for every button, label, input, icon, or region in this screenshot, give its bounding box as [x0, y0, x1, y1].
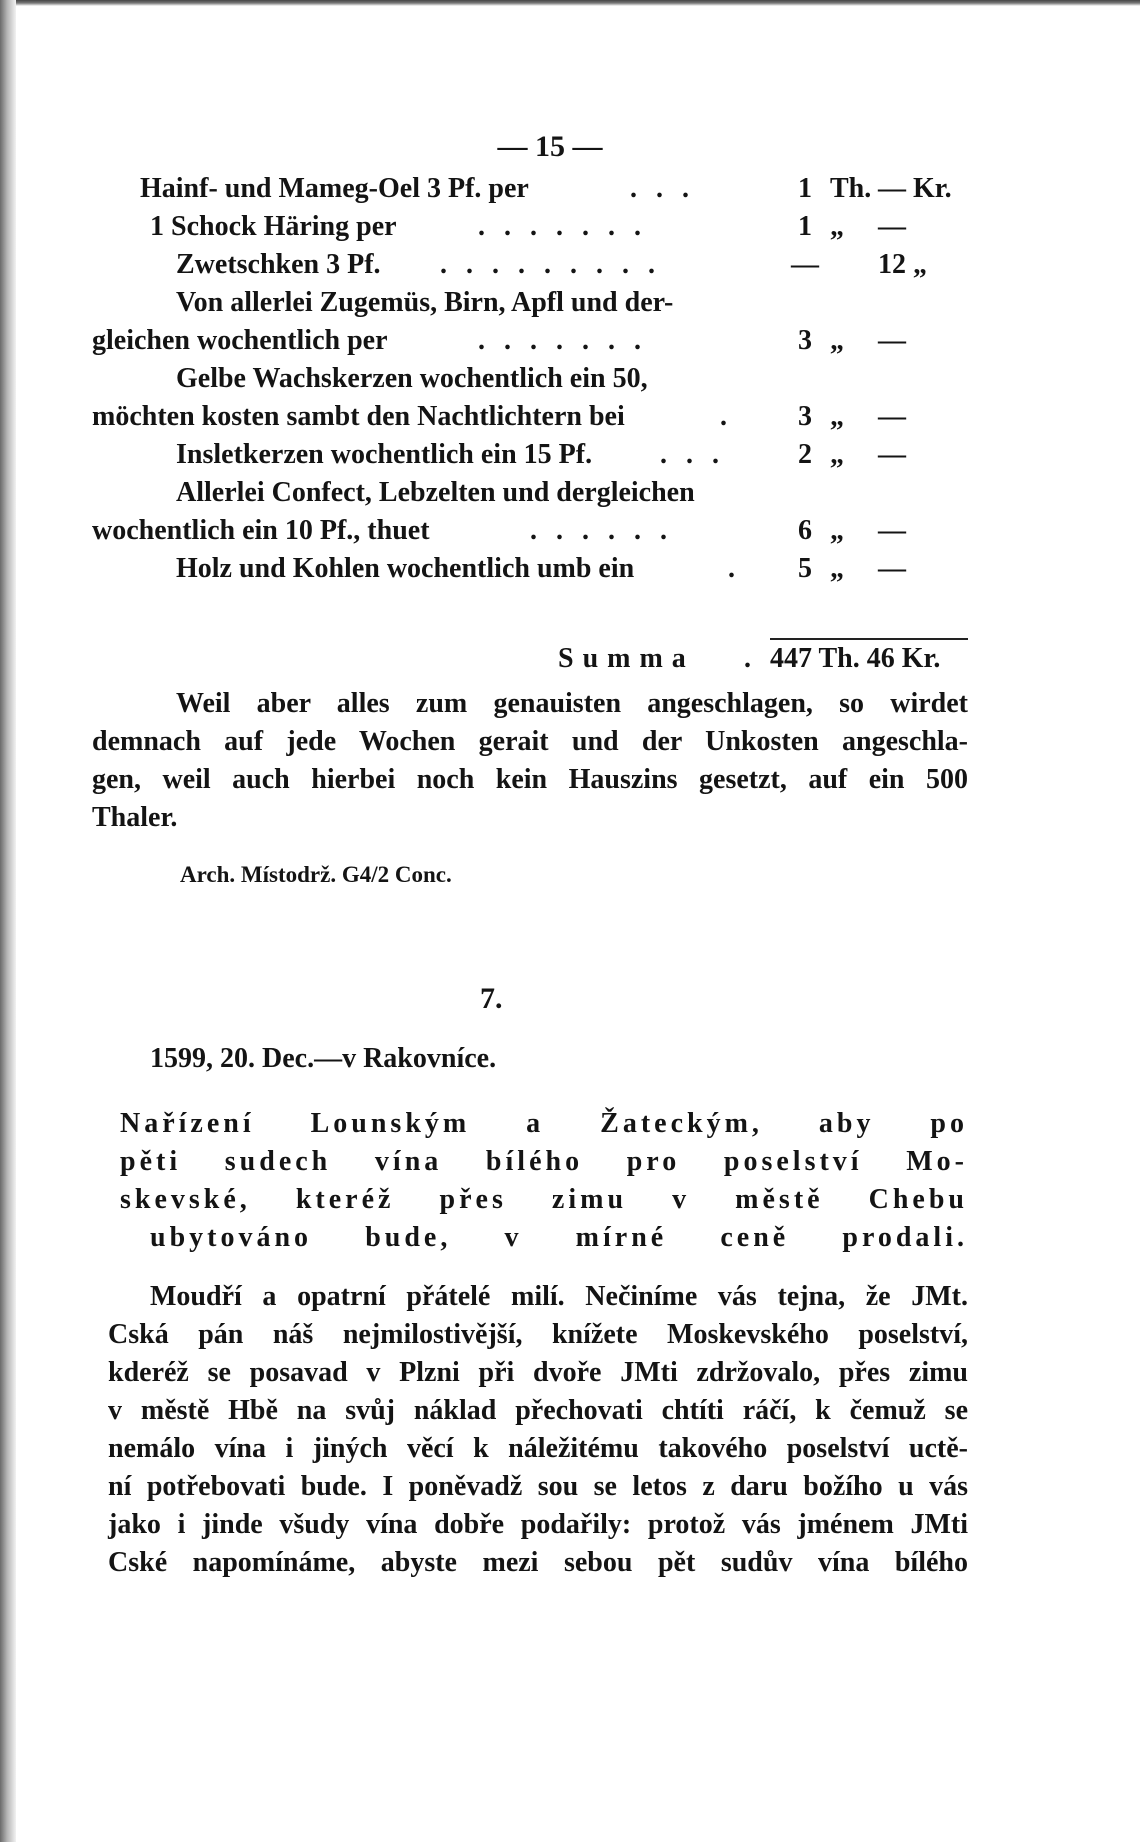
dateline: 1599, 20. Dec.—v Rakovníce. [150, 1043, 497, 1074]
ledger-item: Insletkerzen wochentlich ein 15 Pf. [176, 439, 593, 470]
ledger-kr: — [878, 401, 906, 432]
ledger-dots: . [720, 401, 733, 432]
ledger-row [0, 208, 1140, 246]
ledger-item: Allerlei Confect, Lebzelten und dergleichen [176, 477, 695, 508]
ledger-unit: „ [830, 211, 844, 242]
ledger-unit: „ [830, 515, 844, 546]
paragraph-line: v městě Hbě na svůj náklad přechovati chtíti ráčí, k čemuž se [108, 1395, 968, 1426]
ledger-item: Holz und Kohlen wochentlich umb ein [176, 553, 635, 584]
ledger-kr: — [878, 211, 906, 242]
ledger-dots: . . . . . . . [478, 325, 647, 356]
ledger-amount: 1 [798, 173, 812, 204]
ledger-amount: 6 [798, 515, 812, 546]
ledger-unit: „ [830, 439, 844, 470]
ledger-dots: . [728, 553, 741, 584]
ledger-kr: 12 „ [878, 249, 927, 280]
ledger-dots: . . . [660, 439, 725, 470]
paragraph-line: Cské napomínáme, abyste mezi sebou pět sudův vína bílého [108, 1547, 968, 1578]
page-number: — 15 — [497, 130, 603, 163]
ledger-dots: . . . [630, 173, 695, 204]
ledger-amount: 1 [798, 211, 812, 242]
ledger-unit: Th. [830, 173, 872, 204]
paragraph-line: Weil aber alles zum genauisten angeschlagen, so wirdet [176, 688, 968, 719]
ledger-row [0, 398, 1140, 436]
heading-line: Nařízení Lounským a Žateckým, aby po [120, 1108, 968, 1139]
ledger-unit: „ [830, 401, 844, 432]
paragraph-line: ní potřebovati bude. I poněvadž sou se letos z daru božího u vás [108, 1471, 968, 1502]
ledger-unit: „ [830, 553, 844, 584]
paragraph-line: gen, weil auch hierbei noch kein Hauszins gesetzt, auf ein 500 [92, 764, 968, 795]
ledger-row [0, 284, 1140, 322]
heading-line: skevské, kteréž přes zimu v městě Chebu [120, 1184, 968, 1215]
ledger-kr: — [878, 325, 906, 356]
ledger-row [0, 246, 1140, 284]
ledger-row [0, 550, 1140, 588]
ledger-row [0, 512, 1140, 550]
ledger-item: gleichen wochentlich per [92, 325, 388, 356]
ledger-dots: . . . . . . . . . [440, 249, 661, 280]
ledger-kr: — [878, 553, 906, 584]
ledger-item: 1 Schock Häring per [150, 211, 397, 242]
heading-line: ubytováno bude, v mírné ceně prodali. [150, 1222, 968, 1253]
ledger-amount: 3 [798, 401, 812, 432]
ledger-row [0, 436, 1140, 474]
ledger-row [0, 360, 1140, 398]
ledger-item: wochentlich ein 10 Pf., thuet [92, 515, 430, 546]
ledger-item: möchten kosten sambt den Nachtlichtern bei [92, 401, 625, 432]
ledger-amount: 5 [798, 553, 812, 584]
ledger-dots: . . . . . . . [478, 211, 647, 242]
paragraph-line: demnach auf jede Wochen gerait und der Unkosten angeschla- [92, 726, 968, 757]
ledger-row [0, 170, 1140, 208]
paragraph-line: Cská pán náš nejmilostivější, knížete Moskevského poselství, [108, 1319, 968, 1350]
ledger-kr: — Kr. [878, 173, 952, 204]
summa-row [0, 640, 1140, 678]
ledger-amount: 2 [798, 439, 812, 470]
ledger-item: Zwetschken 3 Pf. [176, 249, 381, 280]
summa-dot: . [744, 643, 751, 674]
ledger-dots: . . . . . . [530, 515, 673, 546]
ledger-row [0, 322, 1140, 360]
paragraph-line: nemálo vína i jiných věcí k náležitému takového poselství uctě- [108, 1433, 968, 1464]
ledger-item: Hainf- und Mameg-Oel 3 Pf. per [140, 173, 529, 204]
ledger-amount: — [791, 249, 819, 280]
ledger-unit: „ [830, 325, 844, 356]
ledger-item: Von allerlei Zugemüs, Birn, Apfl und der- [176, 287, 674, 318]
summa-value: 447 Th. 46 Kr. [770, 643, 941, 674]
ledger-kr: — [878, 439, 906, 470]
paragraph-line: Thaler. [92, 802, 178, 833]
heading-line: pěti sudech vína bílého pro poselství Mo- [120, 1146, 968, 1177]
ledger-kr: — [878, 515, 906, 546]
paragraph-line: Moudří a opatrní přátelé milí. Nečiníme vás tejna, že JMt. [150, 1281, 968, 1312]
ledger-item: Gelbe Wachskerzen wochentlich ein 50, [176, 363, 648, 394]
archive-note: Arch. Místodrž. G4/2 Conc. [180, 862, 452, 887]
ledger-row [0, 474, 1140, 512]
ledger-amount: 3 [798, 325, 812, 356]
paragraph-line: jako i jinde všudy vína dobře podařily: protož vás jménem JMti [108, 1509, 968, 1540]
summa-label: Summa [558, 643, 695, 674]
paragraph-line: kderéž se posavad v Plzni při dvoře JMti zdržovalo, přes zimu [108, 1357, 968, 1388]
document-number: 7. [480, 982, 503, 1015]
